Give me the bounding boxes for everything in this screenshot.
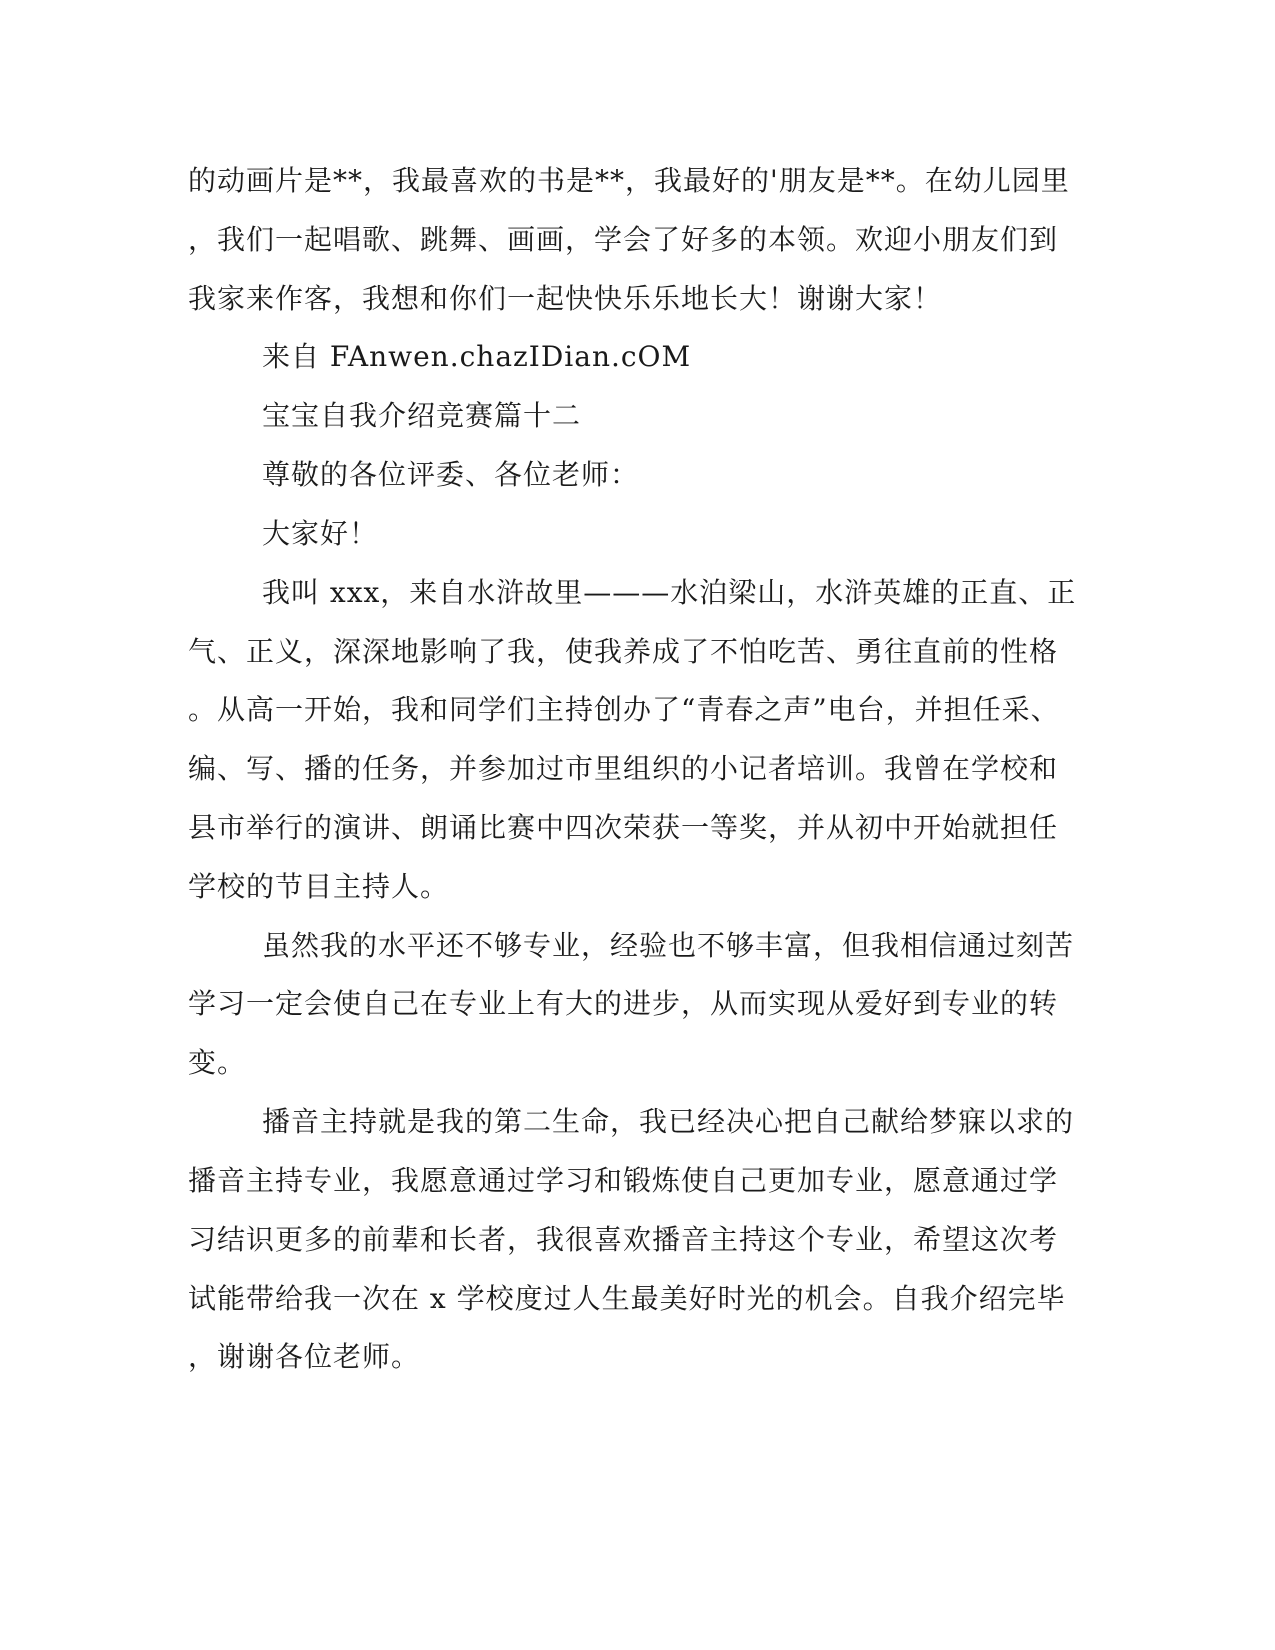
text-line: 习结识更多的前辈和长者，我很喜欢播音主持这个专业，希望这次考 — [188, 1223, 1059, 1256]
text-line: 学校的节目主持人。 — [188, 870, 450, 903]
greeting: 大家好！ — [262, 517, 379, 550]
text-line: 我家来作客，我想和你们一起快快乐乐地长大！谢谢大家！ — [188, 282, 943, 315]
text-line: 学习一定会使自己在专业上有大的进步，从而实现从爱好到专业的转 — [188, 987, 1059, 1020]
text-line: 试能带给我一次在 x 学校度过人生最美好时光的机会。自我介绍完毕 — [188, 1282, 1066, 1315]
text-line: ，谢谢各位老师。 — [188, 1340, 421, 1373]
text-line: 。从高一开始，我和同学们主持创办了“青春之声”电台，并担任采、 — [188, 693, 1060, 726]
text-line: 的动画片是**，我最喜欢的书是**，我最好的'朋友是**。在幼儿园里 — [188, 164, 1070, 197]
text-line: 虽然我的水平还不够专业，经验也不够丰富，但我相信通过刻苦 — [262, 929, 1075, 962]
text-line: ，我们一起唱歌、跳舞、画画，学会了好多的本领。欢迎小朋友们到 — [188, 223, 1059, 256]
text-line: 播音主持专业，我愿意通过学习和锻炼使自己更加专业，愿意通过学 — [188, 1164, 1059, 1197]
source-line: 来自 FAnwen.chazIDian.cOM — [262, 340, 692, 373]
text-line: 县市举行的演讲、朗诵比赛中四次荣获一等奖，并从初中开始就担任 — [188, 811, 1059, 844]
text-line: 气、正义，深深地影响了我，使我养成了不怕吃苦、勇往直前的性格 — [188, 635, 1059, 668]
text-line: 编、写、播的任务，并参加过市里组织的小记者培训。我曾在学校和 — [188, 752, 1059, 785]
text-line: 播音主持就是我的第二生命，我已经决心把自己献给梦寐以求的 — [262, 1105, 1075, 1138]
salutation: 尊敬的各位评委、各位老师： — [262, 458, 640, 491]
text-line: 我叫 xxx，来自水浒故里———水泊梁山，水浒英雄的正直、正 — [262, 576, 1077, 609]
text-line: 变。 — [188, 1046, 247, 1079]
section-title: 宝宝自我介绍竞赛篇十二 — [262, 399, 582, 432]
